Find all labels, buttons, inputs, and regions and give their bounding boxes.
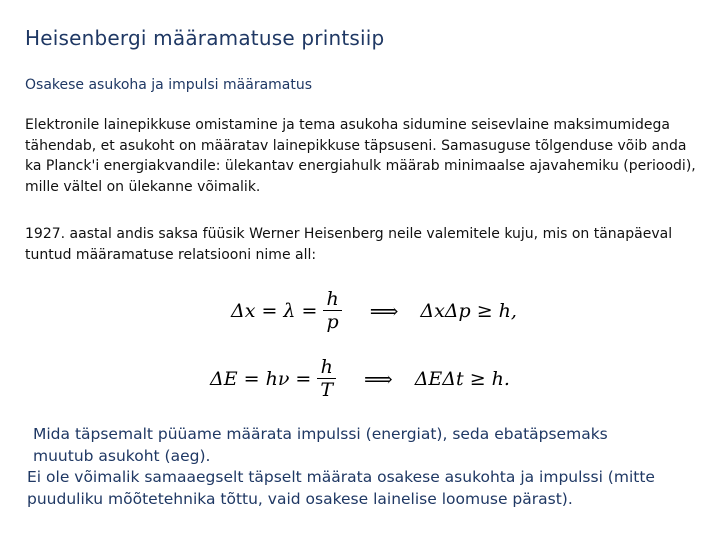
slide-subtitle: Osakese asukoha ja impulsi määramatus (25, 77, 313, 93)
conclusion-line: Mida täpsemalt püüame määrata impulssi (energiat), seda ebatäpsemaks (33, 425, 608, 443)
formula-position-momentum (231, 288, 517, 333)
conclusion-line: muutub asukoht (aeg). (33, 446, 211, 465)
formula-fraction (317, 356, 336, 401)
fraction-numerator: h (320, 356, 333, 378)
paragraph-line: 1927. aastal andis saksa füüsik Werner Heisenberg neile valemitele kuju, mis on tänapäeval (25, 226, 673, 242)
paragraph-heisenberg (25, 224, 672, 265)
paragraph-line: ka Planck'i energiakvandile: ülekantav energiahulk määrab minimaalse ajavahemiku (perioodi), (25, 158, 696, 174)
implies-arrow: ⟹ (364, 366, 393, 391)
paragraph-line: mille vältel on ülekanne võimalik. (25, 178, 261, 195)
paragraph-line: tähendab, et asukoht on määratav lainepikkuse täpsuseni. Samasuguse tõlgenduse võib anda (25, 137, 687, 154)
conclusion-text (27, 424, 655, 510)
paragraph-wavelength (25, 115, 696, 197)
formula-rhs: ΔxΔp ≥ h, (420, 299, 517, 322)
slide-title: Heisenbergi määramatuse printsiip (25, 26, 385, 50)
formula-rhs: ΔEΔt ≥ h. (414, 367, 510, 390)
fraction-denominator: T (317, 378, 336, 401)
conclusion-line: Ei ole võimalik samaaegselt täpselt määrata osakese asukohta ja impulssi (mitte (27, 468, 655, 486)
paragraph-line: tuntud määramatuse relatsiooni nime all: (25, 246, 317, 263)
conclusion-line: puuduliku mõõtetehnika tõttu, vaid osakese lainelise loomuse pärast). (27, 489, 573, 508)
implies-arrow: ⟹ (369, 298, 399, 323)
fraction-denominator: p (323, 310, 341, 333)
formula-lhs: ΔE = hν = (210, 367, 312, 390)
formula-energy-time (210, 356, 510, 401)
formula-lhs: Δx = λ = (231, 299, 318, 322)
paragraph-line: Elektronile lainepikkuse omistamine ja tema asukoha sidumine seisevlaine maksimumidega (25, 117, 670, 133)
fraction-numerator: h (326, 288, 339, 310)
formula-fraction (323, 288, 341, 333)
